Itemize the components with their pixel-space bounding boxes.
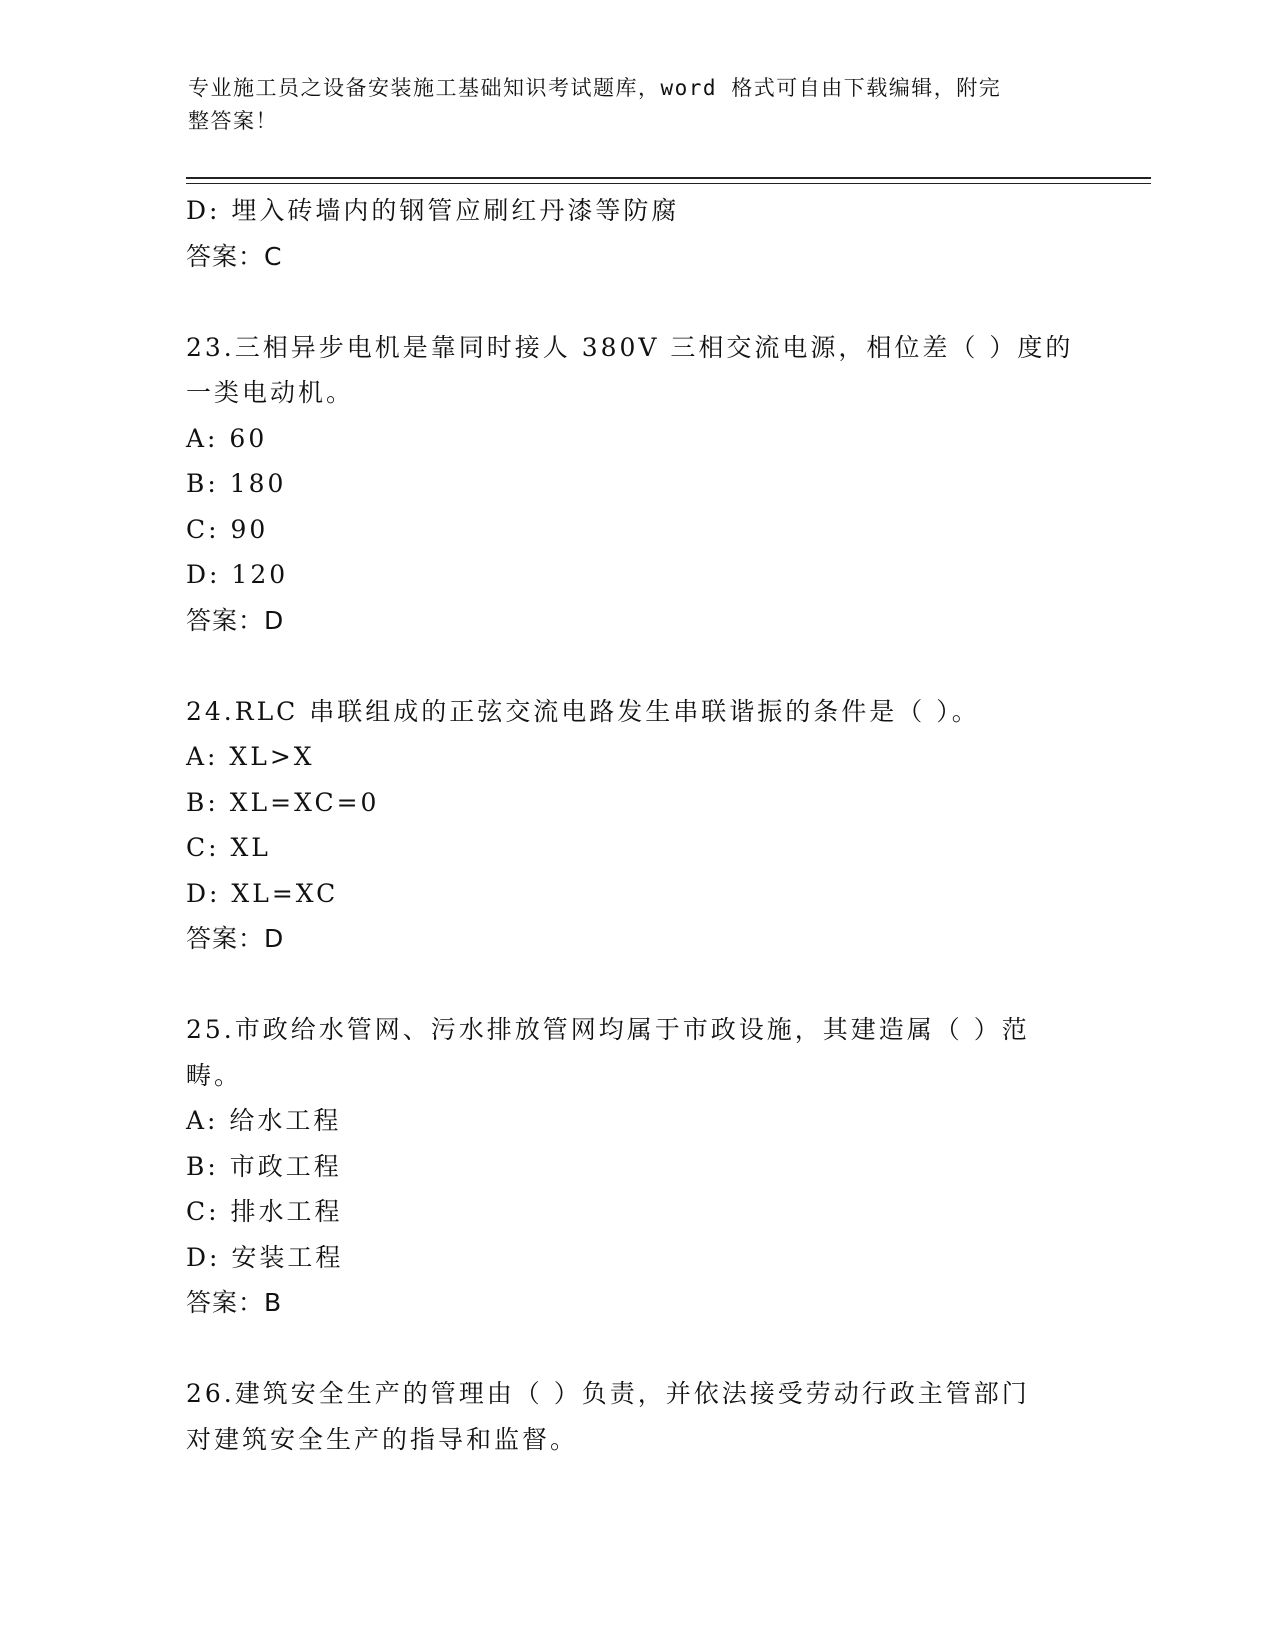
spacer: [186, 643, 1086, 689]
question-stem: 26.建筑安全生产的管理由（ ）负责，并依法接受劳动行政主管部门: [186, 1379, 1030, 1408]
option-b: B: 180: [186, 469, 287, 498]
option-b: B: XL=XC=0: [186, 787, 380, 817]
option-b: B: 市政工程: [186, 1151, 342, 1181]
header-line-1: 专业施工员之设备安装施工基础知识考试题库，word 格式可自由下载编辑，附完: [188, 76, 1002, 100]
spacer: [186, 279, 1086, 325]
option-c: C: 排水工程: [186, 1197, 343, 1226]
question-stem: 23.三相异步电机是靠同时接人 380V 三相交流电源，相位差（ ）度的: [186, 332, 1074, 362]
question-stem: 对建筑安全生产的指导和监督。: [186, 1424, 579, 1454]
question-stem: 一类电动机。: [186, 378, 355, 407]
option-a: A: 60: [186, 423, 268, 453]
header-line-2: 整答案！: [188, 109, 278, 133]
spacer: [186, 1326, 1086, 1372]
option-d: D: 埋入砖墙内的钢管应刷红丹漆等防腐: [186, 196, 680, 225]
answer-line: 答案：D: [186, 924, 285, 953]
answer-line: 答案：B: [186, 1288, 283, 1317]
answer-line: 答案：C: [186, 241, 283, 271]
page-header: [188, 72, 1068, 138]
answer-line: 答案：D: [186, 605, 285, 635]
question-stem: 25.市政给水管网、污水排放管网均属于市政设施，其建造属（ ）范: [186, 1015, 1030, 1044]
question-stem: 24.RLC 串联组成的正弦交流电路发生串联谐振的条件是（ ）。: [186, 696, 980, 726]
header-divider-thin: [186, 183, 1151, 184]
option-a: A: 给水工程: [186, 1106, 342, 1135]
question-list: [186, 188, 1086, 1462]
option-d: D: 安装工程: [186, 1242, 344, 1272]
header-divider: [186, 177, 1151, 179]
spacer: [186, 962, 1086, 1008]
option-c: C: 90: [186, 514, 269, 544]
question-stem: 畴。: [186, 1060, 243, 1090]
option-d: D: 120: [186, 560, 289, 589]
option-d: D: XL=XC: [186, 878, 339, 908]
option-c: C: XL: [186, 833, 271, 862]
option-a: A: XL>X: [186, 742, 315, 771]
